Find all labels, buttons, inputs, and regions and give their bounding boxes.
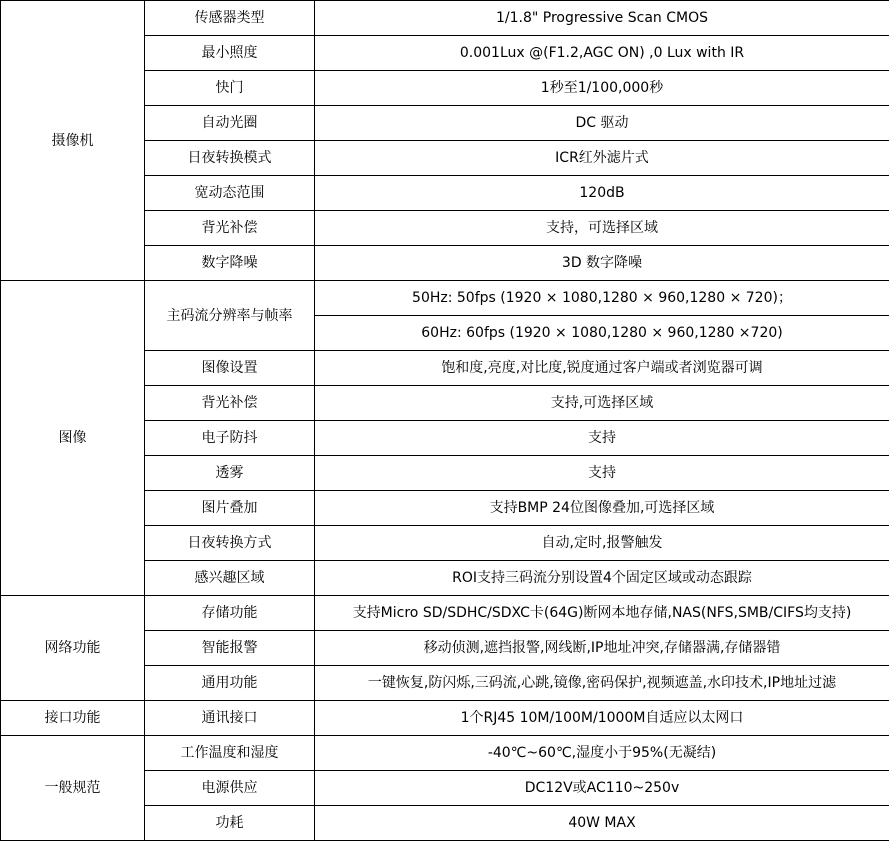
- table-row: [1, 596, 889, 631]
- parameter-label: 背光补偿: [145, 211, 315, 246]
- parameter-label: 感兴趣区域: [145, 561, 315, 596]
- parameter-value: 支持,可选择区域: [315, 386, 889, 421]
- parameter-label: 最小照度: [145, 36, 315, 71]
- category-cell: 图像: [1, 281, 145, 596]
- parameter-label: 工作温度和湿度: [145, 736, 315, 771]
- category-cell: 摄像机: [1, 1, 145, 281]
- table-row: [1, 736, 889, 771]
- parameter-value: 120dB: [315, 176, 889, 211]
- parameter-label: 智能报警: [145, 631, 315, 666]
- parameter-value: 支持: [315, 456, 889, 491]
- parameter-label: 日夜转换模式: [145, 141, 315, 176]
- parameter-value: 自动,定时,报警触发: [315, 526, 889, 561]
- parameter-label: 宽动态范围: [145, 176, 315, 211]
- parameter-value: 1/1.8" Progressive Scan CMOS: [315, 1, 889, 36]
- table-row: [1, 1, 889, 36]
- parameter-value: 饱和度,亮度,对比度,锐度通过客户端或者浏览器可调: [315, 351, 889, 386]
- parameter-label: 图像设置: [145, 351, 315, 386]
- parameter-label: 自动光圈: [145, 106, 315, 141]
- parameter-label: 存储功能: [145, 596, 315, 631]
- parameter-label: 电源供应: [145, 771, 315, 806]
- parameter-value: DC 驱动: [315, 106, 889, 141]
- parameter-label: 通用功能: [145, 666, 315, 701]
- category-cell: 接口功能: [1, 701, 145, 736]
- parameter-value: 支持Micro SD/SDHC/SDXC卡(64G)断网本地存储,NAS(NFS,SMB/CIFS均支持): [315, 596, 889, 631]
- parameter-value: 0.001Lux @(F1.2,AGC ON) ,0 Lux with IR: [315, 36, 889, 71]
- parameter-label: 图片叠加: [145, 491, 315, 526]
- parameter-value: -40℃~60℃,湿度小于95%(无凝结): [315, 736, 889, 771]
- table-row: [1, 701, 889, 736]
- table-row: [1, 281, 889, 316]
- parameter-value: 50Hz: 50fps (1920 × 1080,1280 × 960,1280 × 720)；: [315, 281, 889, 316]
- parameter-value: ICR红外滤片式: [315, 141, 889, 176]
- parameter-label: 电子防抖: [145, 421, 315, 456]
- parameter-label: 主码流分辨率与帧率: [145, 281, 315, 351]
- spec-table-body: [1, 1, 889, 841]
- parameter-label: 日夜转换方式: [145, 526, 315, 561]
- parameter-value: 40W MAX: [315, 806, 889, 841]
- parameter-label: 数字降噪: [145, 246, 315, 281]
- parameter-value: 1秒至1/100,000秒: [315, 71, 889, 106]
- category-cell: 网络功能: [1, 596, 145, 701]
- parameter-label: 功耗: [145, 806, 315, 841]
- parameter-value: 3D 数字降噪: [315, 246, 889, 281]
- parameter-value: 一键恢复,防闪烁,三码流,心跳,镜像,密码保护,视频遮盖,水印技术,IP地址过滤: [315, 666, 889, 701]
- parameter-value: 1个RJ45 10M/100M/1000M自适应以太网口: [315, 701, 889, 736]
- parameter-label: 传感器类型: [145, 1, 315, 36]
- parameter-label: 通讯接口: [145, 701, 315, 736]
- parameter-value: ROI支持三码流分别设置4个固定区域或动态跟踪: [315, 561, 889, 596]
- parameter-value: 支持，可选择区域: [315, 211, 889, 246]
- parameter-label: 背光补偿: [145, 386, 315, 421]
- parameter-value: 支持BMP 24位图像叠加,可选择区域: [315, 491, 889, 526]
- parameter-label: 透雾: [145, 456, 315, 491]
- parameter-value: 支持: [315, 421, 889, 456]
- parameter-value: 60Hz: 60fps (1920 × 1080,1280 × 960,1280 ×720): [315, 316, 889, 351]
- category-cell: 一般规范: [1, 736, 145, 841]
- parameter-value: 移动侦测,遮挡报警,网线断,IP地址冲突,存储器满,存储器错: [315, 631, 889, 666]
- parameter-label: 快门: [145, 71, 315, 106]
- parameter-value: DC12V或AC110~250v: [315, 771, 889, 806]
